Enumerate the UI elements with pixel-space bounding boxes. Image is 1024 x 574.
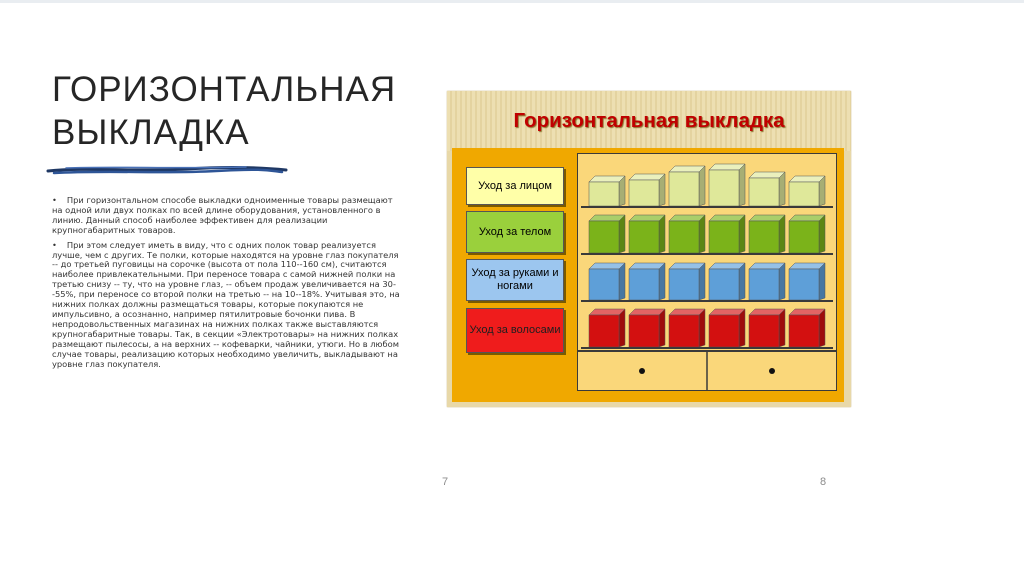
product-box-side	[699, 166, 705, 206]
product-box-side	[779, 215, 785, 253]
title-line-2: ВЫКЛАДКА	[52, 113, 250, 152]
product-box	[789, 182, 819, 206]
product-box	[749, 221, 779, 253]
product-box-side	[699, 263, 705, 300]
product-box-side	[779, 309, 785, 347]
drawer-knob	[639, 368, 645, 374]
product-box-side	[739, 164, 745, 206]
product-box	[669, 269, 699, 300]
category-label-body: Уход за телом	[466, 211, 564, 253]
product-box-side	[819, 263, 825, 300]
product-box-side	[619, 309, 625, 347]
drawer-knob	[769, 368, 775, 374]
slide-title	[52, 68, 412, 154]
bullet-item: • При горизонтальном способе выкладки одноименные товары размещают на одной или двух полках по всей длине оборудования, установленного в линию. Данный способ наиболее эффективен для реализации крупногабаритных товаров.	[52, 196, 402, 236]
product-box	[709, 269, 739, 300]
product-box	[749, 315, 779, 347]
product-box-side	[659, 263, 665, 300]
product-box-side	[619, 215, 625, 253]
product-box	[589, 182, 619, 206]
category-label-hands-feet: Уход за руками и ногами	[466, 259, 564, 301]
top-border	[0, 0, 1024, 3]
product-box	[669, 172, 699, 206]
product-box-side	[699, 215, 705, 253]
product-box	[749, 178, 779, 206]
bullet-item: • При этом следует иметь в виду, что с одних полок товар реализуется лучше, чем с других. Те полки, которые находятся на уровне глаз покупателя -- до третьей пуговицы на сорочке (высота от пола 110--160 см), считаются наиболее привлекательными. При переносе товара с самой нижней полки на третью снизу -- ту, что на уровне глаз, -- объем продаж увеличивается на 30--55%, при переносе со второй полки на третью -- на 10--18%. Учитывая это, на нижних полках должны размещаться товары, которые покупаются не импульсивно, а осознанно, например пятилитровые бочонки пива. В непродовольственных магазинах на нижних полках также выставляются крупногабаритные товары. Так, в секции «Электротовары» на нижних полках размещают пылесосы, а на верхних -- кофеварки, чайники, утюги. Но в любом случае товары, реализацию которых необходимо увеличить, выкладывают на уровне глаз покупателя.	[52, 241, 402, 370]
title-line-1: ГОРИЗОНТАЛЬНАЯ	[52, 70, 397, 109]
display-illustration	[447, 91, 851, 407]
product-box-side	[659, 174, 665, 206]
category-label-face: Уход за лицом	[466, 167, 564, 205]
product-box-side	[739, 215, 745, 253]
product-box	[589, 269, 619, 300]
shelf-rack	[577, 153, 837, 391]
product-box	[669, 315, 699, 347]
product-box-side	[619, 263, 625, 300]
title-underline	[46, 163, 288, 177]
product-box-side	[779, 172, 785, 206]
bullet-list	[52, 196, 402, 374]
product-box-side	[699, 309, 705, 347]
product-box	[629, 180, 659, 206]
product-box	[789, 269, 819, 300]
product-box-side	[739, 309, 745, 347]
product-box	[789, 221, 819, 253]
product-box	[589, 221, 619, 253]
product-box	[669, 221, 699, 253]
product-box-side	[819, 309, 825, 347]
product-box	[709, 221, 739, 253]
product-box-side	[659, 215, 665, 253]
product-box	[749, 269, 779, 300]
display-panel	[452, 148, 844, 402]
product-box	[629, 221, 659, 253]
page-number-right: 8	[820, 476, 827, 488]
illustration-title: Горизонтальная выкладка	[513, 109, 785, 132]
product-box	[629, 269, 659, 300]
product-box-side	[739, 263, 745, 300]
product-box	[629, 315, 659, 347]
page-number-left: 7	[442, 476, 449, 488]
product-box	[709, 170, 739, 206]
category-label-hair: Уход за волосами	[466, 308, 564, 353]
product-box	[789, 315, 819, 347]
product-box	[709, 315, 739, 347]
product-box-side	[779, 263, 785, 300]
product-box-side	[819, 215, 825, 253]
product-box	[589, 315, 619, 347]
product-box-side	[659, 309, 665, 347]
